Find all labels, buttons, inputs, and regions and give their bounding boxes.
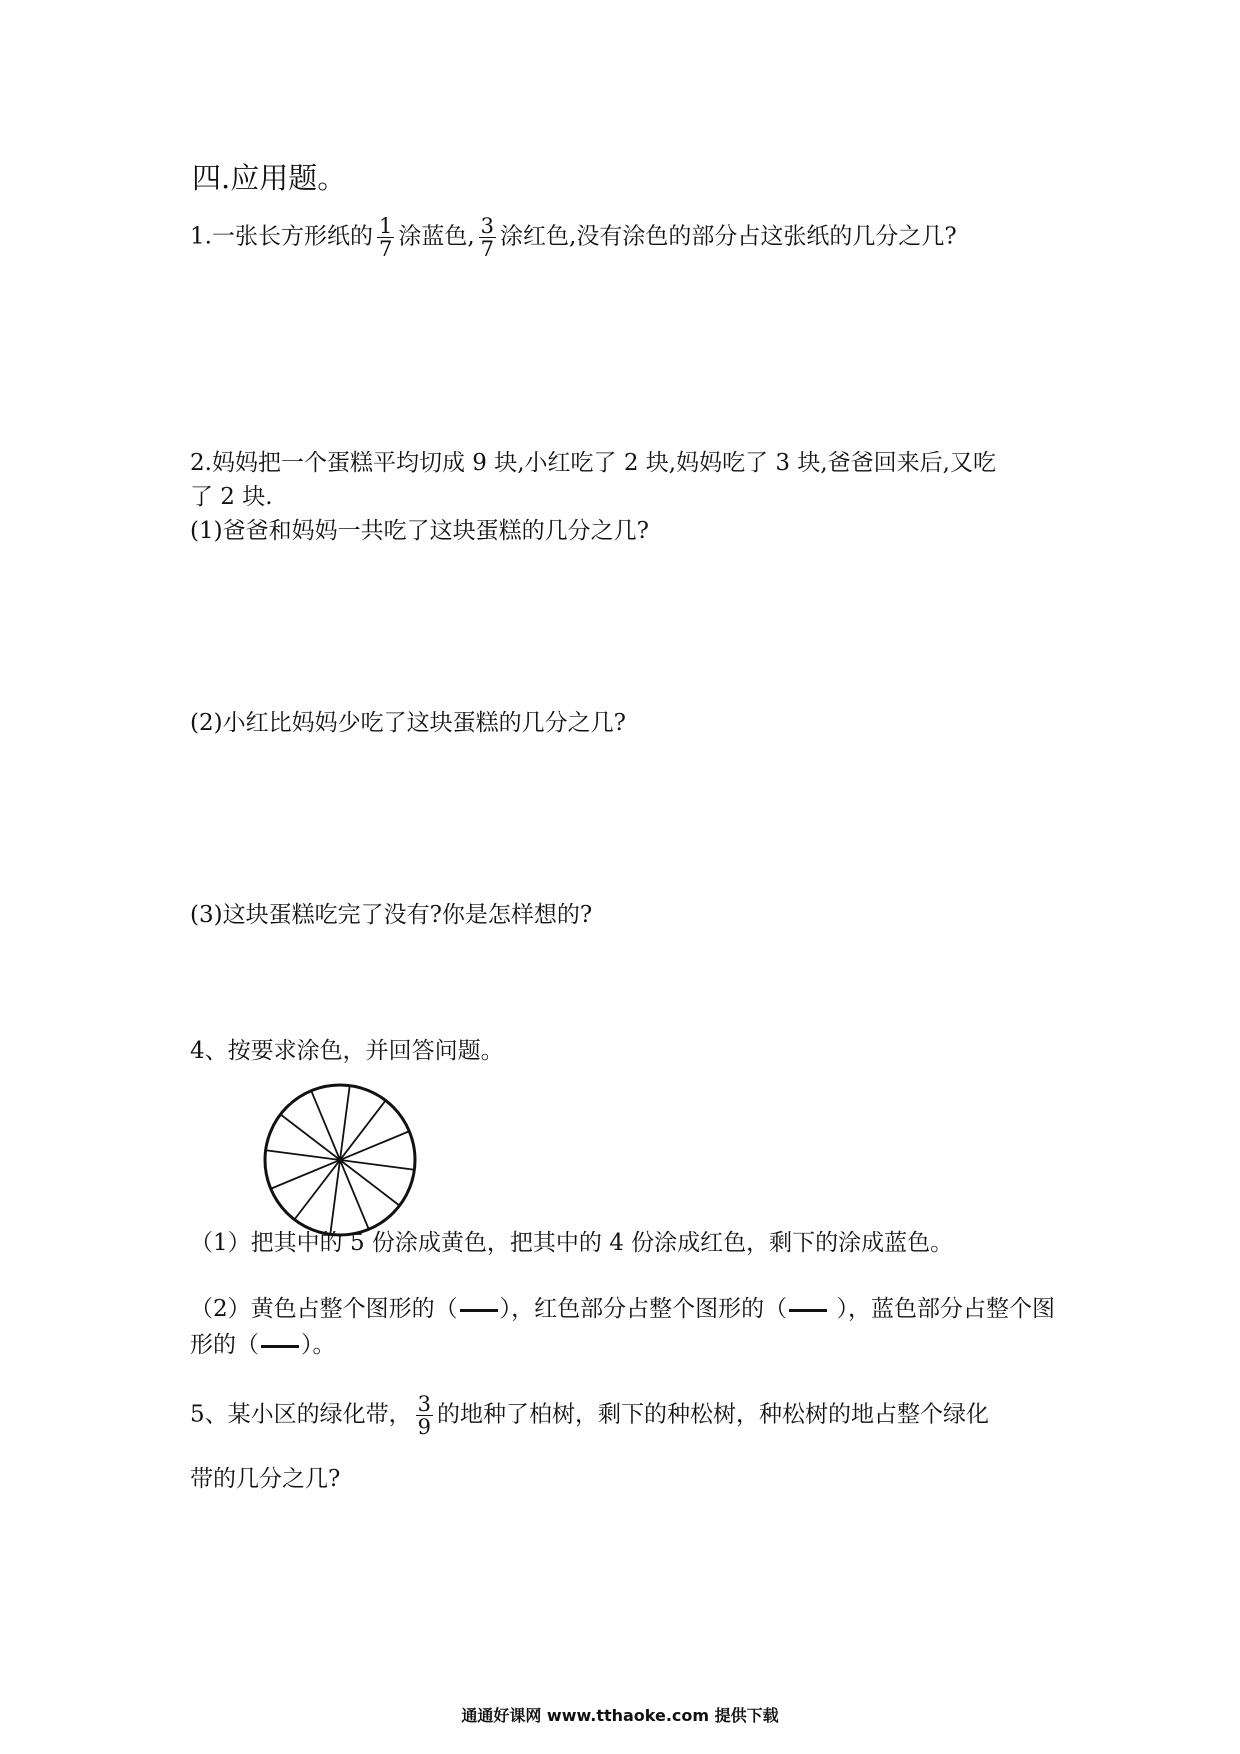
- q1-suffix: 涂红色,没有涂色的部分占这张纸的几分之几?: [500, 223, 957, 250]
- answer-blank-blue: [261, 1345, 299, 1348]
- q5-line-2: 带的几分之几?: [190, 1466, 341, 1492]
- q4-sub2-line2-b: ）。: [301, 1332, 336, 1358]
- q1-prefix: 1.一张长方形纸的: [190, 223, 373, 250]
- q4-title: 4、按要求涂色，并回答问题。: [190, 1038, 504, 1064]
- q1-mid: 涂蓝色,: [398, 223, 475, 250]
- q1-fraction-2: $\frac{3}{7}$: [480, 214, 495, 261]
- q5-suffix: 的地种了柏树，剩下的种松树，种松树的地占整个绿化: [437, 1401, 990, 1428]
- q4-sub2-a: （2）黄色占整个图形的（: [190, 1296, 458, 1322]
- segmented-circle-figure: [262, 1082, 418, 1238]
- q2-sub-2: (2)小红比妈妈少吃了这块蛋糕的几分之几?: [190, 710, 626, 736]
- circle-spoke: [312, 1092, 369, 1229]
- q2-line-1: 2.妈妈把一个蛋糕平均切成 9 块,小红吃了 2 块,妈妈吃了 3 块,爸爸回来后,又吃: [190, 450, 996, 476]
- circle-spokes: [267, 1087, 414, 1234]
- q4-sub2-c: ），蓝色部分占整个图: [829, 1296, 1055, 1322]
- q1-fraction-1: $\frac{1}{7}$: [378, 214, 393, 261]
- question-1: [190, 215, 957, 260]
- q4-sub-2-line-2: [190, 1330, 336, 1360]
- answer-blank-yellow: [460, 1309, 498, 1312]
- q4-sub-1: （1）把其中的 5 份涂成黄色，把其中的 4 份涂成红色，剩下的涂成蓝色。: [190, 1230, 954, 1256]
- q5-prefix: 5、某小区的绿化带，: [190, 1401, 412, 1428]
- q4-sub2-b: ），红色部分占整个图形的（: [499, 1296, 788, 1322]
- answer-blank-red: [789, 1309, 827, 1312]
- q4-sub2-line2-a: 形的（: [190, 1332, 259, 1358]
- q4-sub-2-line-1: [190, 1294, 1055, 1324]
- q2-line-2: 了 2 块.: [190, 484, 273, 510]
- section-title: 四.应用题。: [192, 161, 347, 195]
- question-5: [190, 1393, 989, 1438]
- footer-credit: 通通好课网 www.tthaoke.com 提供下载: [461, 1706, 779, 1725]
- q2-sub-3: (3)这块蛋糕吃完了没有?你是怎样想的?: [190, 902, 593, 928]
- q5-fraction: $\frac{3}{9}$: [417, 1392, 432, 1439]
- q2-sub-1: (1)爸爸和妈妈一共吃了这块蛋糕的几分之几?: [190, 518, 649, 544]
